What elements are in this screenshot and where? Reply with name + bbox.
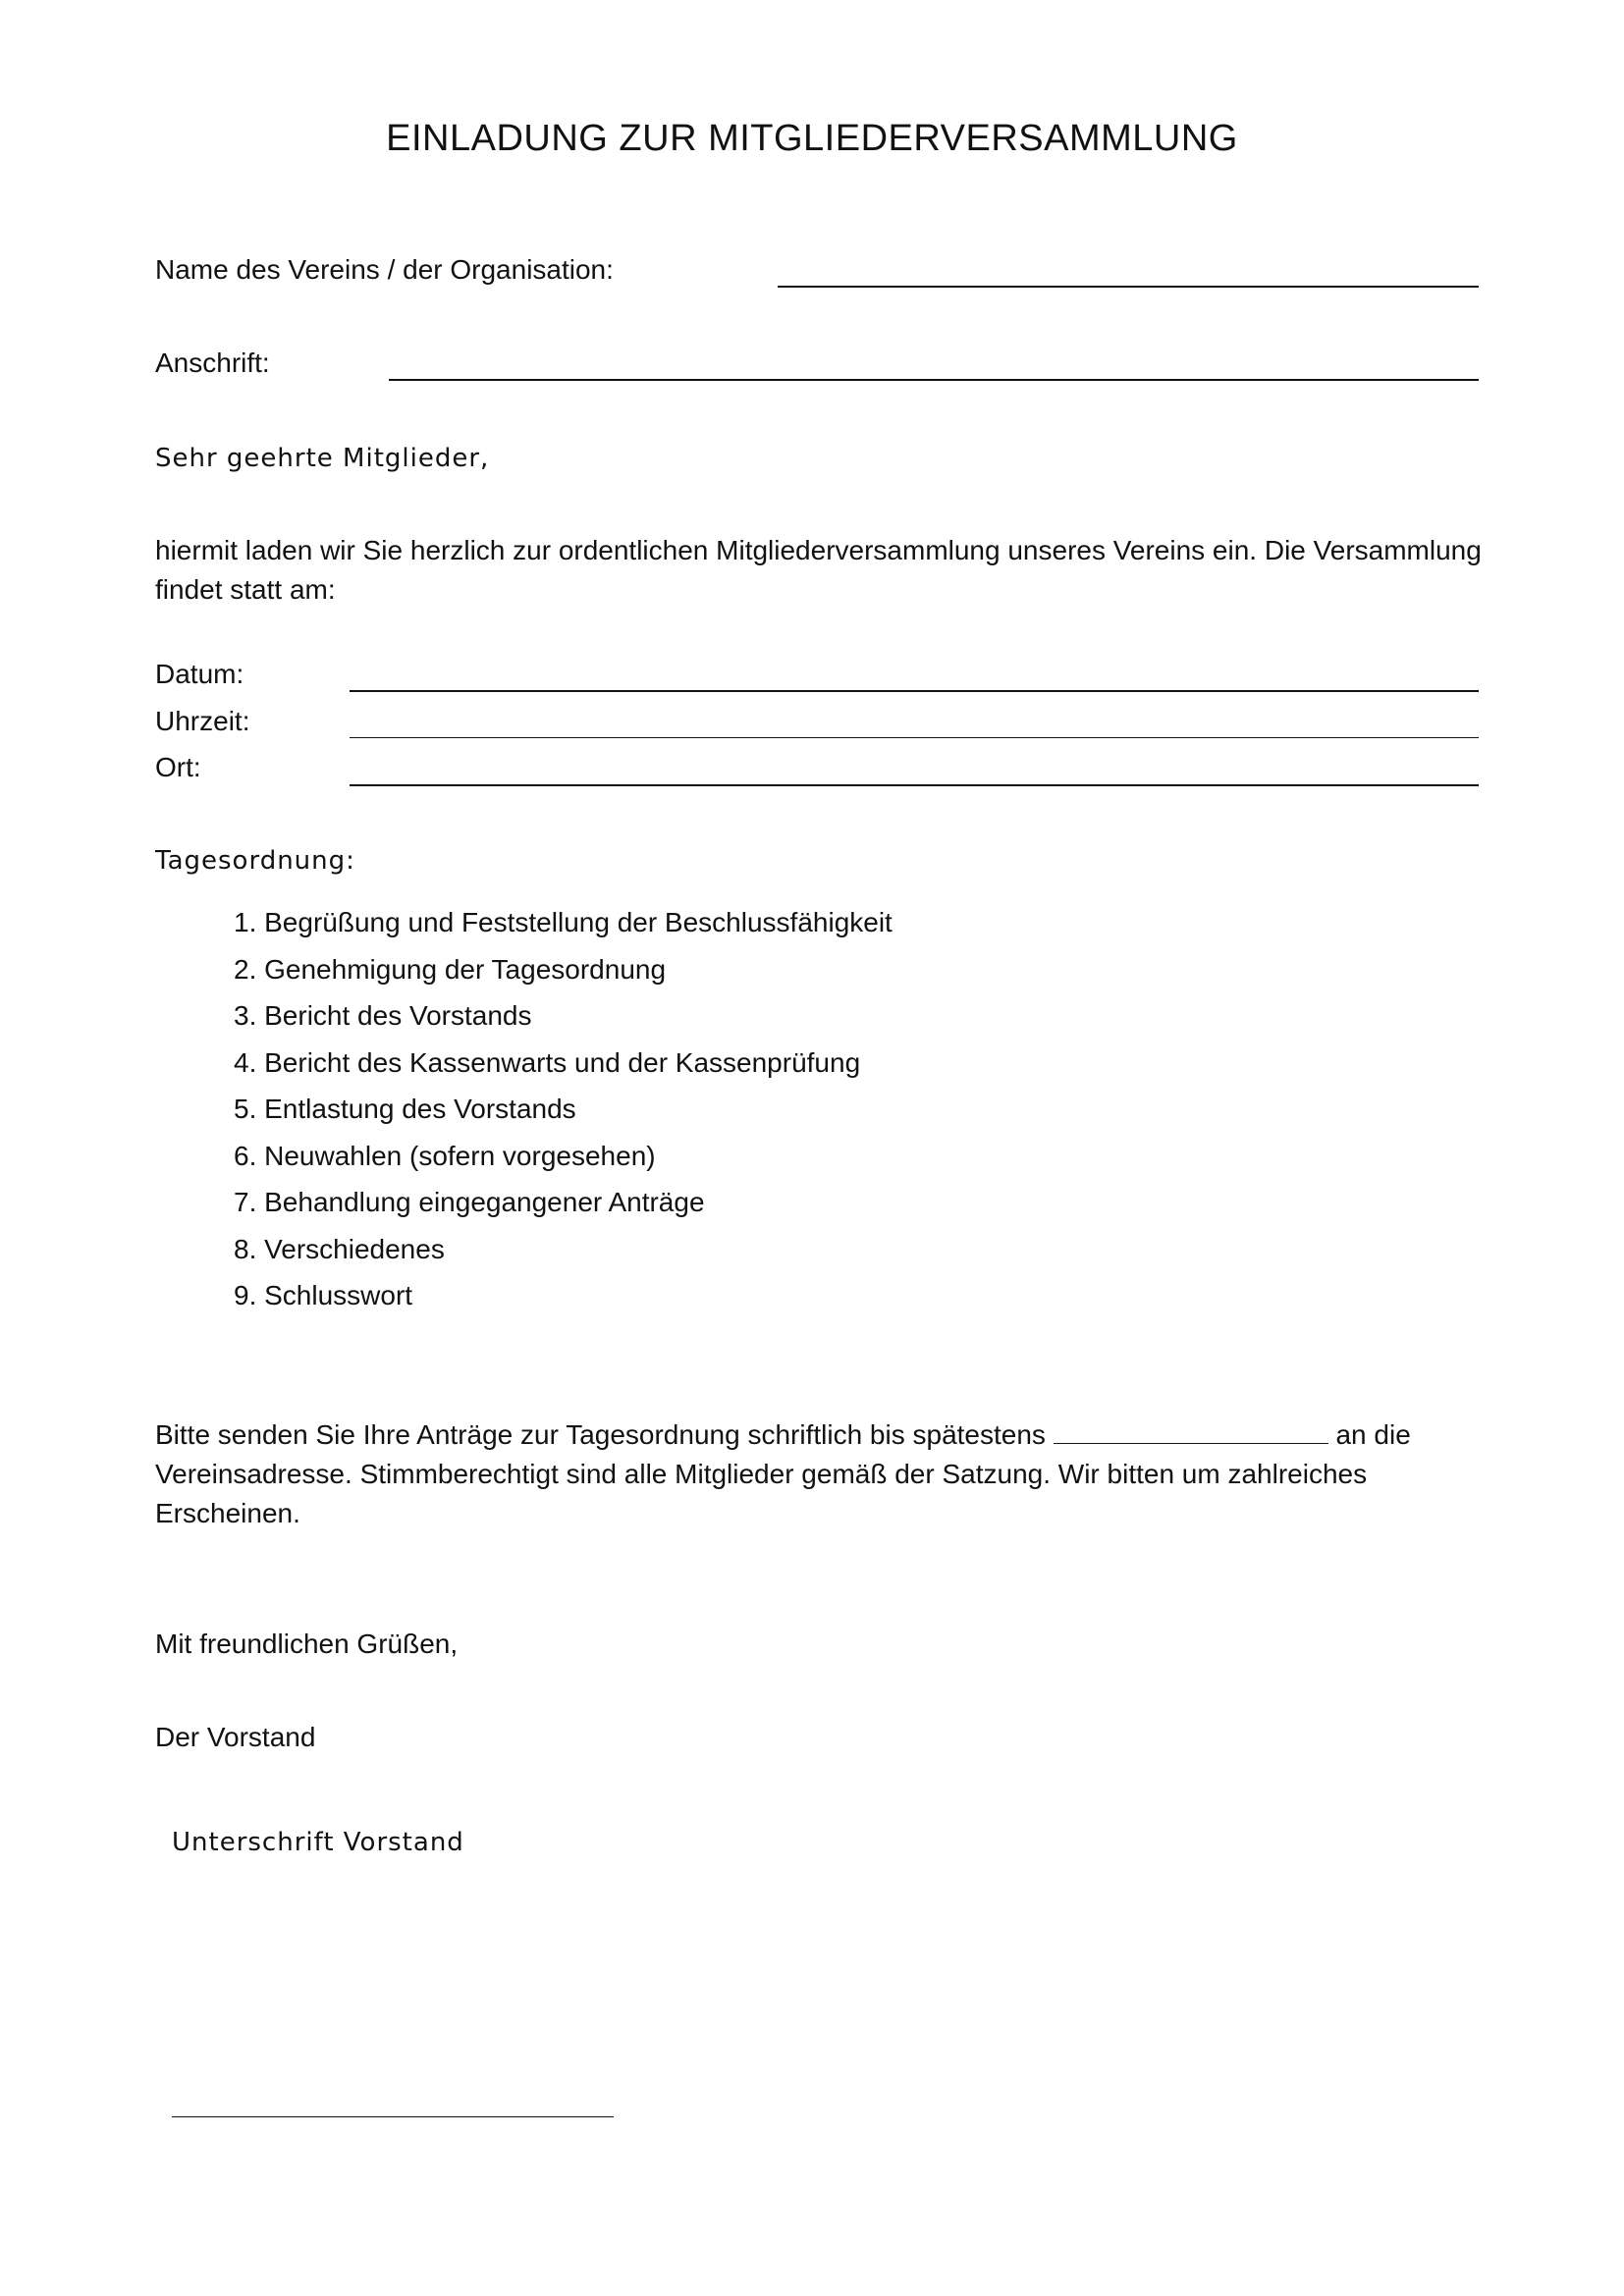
- organisation-label: Name des Vereins / der Organisation:: [155, 254, 614, 285]
- signature-line[interactable]: [172, 2116, 614, 2117]
- agenda-item: 3. Bericht des Vorstands: [234, 1000, 532, 1031]
- signature-label: Unterschrift Vorstand: [172, 1828, 464, 1857]
- date-blank-line[interactable]: [350, 690, 1479, 692]
- organisation-blank-line[interactable]: [778, 286, 1479, 288]
- place-label: Ort:: [155, 752, 201, 782]
- agenda-list: [234, 903, 893, 1323]
- agenda-heading: Tagesordnung:: [155, 846, 355, 876]
- agenda-item: 4. Bericht des Kassenwarts und der Kassenprüfung: [234, 1046, 861, 1078]
- closing-paragraph: [155, 1415, 1490, 1533]
- closing-text-start: Bitte senden Sie Ihre Anträge zur Tagesordnung schriftlich bis spätestens: [155, 1419, 1046, 1450]
- sender: Der Vorstand: [155, 1722, 316, 1752]
- agenda-item: 8. Verschiedenes: [234, 1233, 445, 1264]
- closing-text-end: an die Vereinsadresse. Stimmberechtigt sind alle Mitglieder gemäß der Satzung. Wir bitten um zahlreiches Erscheinen.: [155, 1419, 1411, 1528]
- place-blank-line[interactable]: [350, 784, 1479, 786]
- agenda-item: 9. Schlusswort: [234, 1280, 413, 1310]
- time-blank-line[interactable]: [350, 737, 1479, 738]
- address-label: Anschrift:: [155, 347, 270, 378]
- deadline-blank-line[interactable]: [1054, 1417, 1328, 1444]
- agenda-item: 5. Entlastung des Vorstands: [234, 1094, 576, 1124]
- agenda-item: 2. Genehmigung der Tagesordnung: [234, 953, 667, 985]
- date-label: Datum:: [155, 659, 244, 689]
- time-label: Uhrzeit:: [155, 706, 250, 736]
- regards: Mit freundlichen Grüßen,: [155, 1629, 459, 1659]
- address-blank-line[interactable]: [389, 379, 1479, 381]
- agenda-item: 6. Neuwahlen (sofern vorgesehen): [234, 1140, 656, 1171]
- salutation: Sehr geehrte Mitglieder,: [155, 444, 490, 473]
- document-title: EINLADUNG ZUR MITGLIEDERVERSAMMLUNG: [386, 118, 1238, 159]
- agenda-item: 1. Begrüßung und Feststellung der Beschlussfähigkeit: [234, 907, 893, 937]
- agenda-item: 7. Behandlung eingegangener Anträge: [234, 1187, 705, 1217]
- intro-paragraph: hiermit laden wir Sie herzlich zur ordentlichen Mitgliederversammlung unseres Vereins ein. Die Versammlung findet statt am:: [155, 535, 1482, 605]
